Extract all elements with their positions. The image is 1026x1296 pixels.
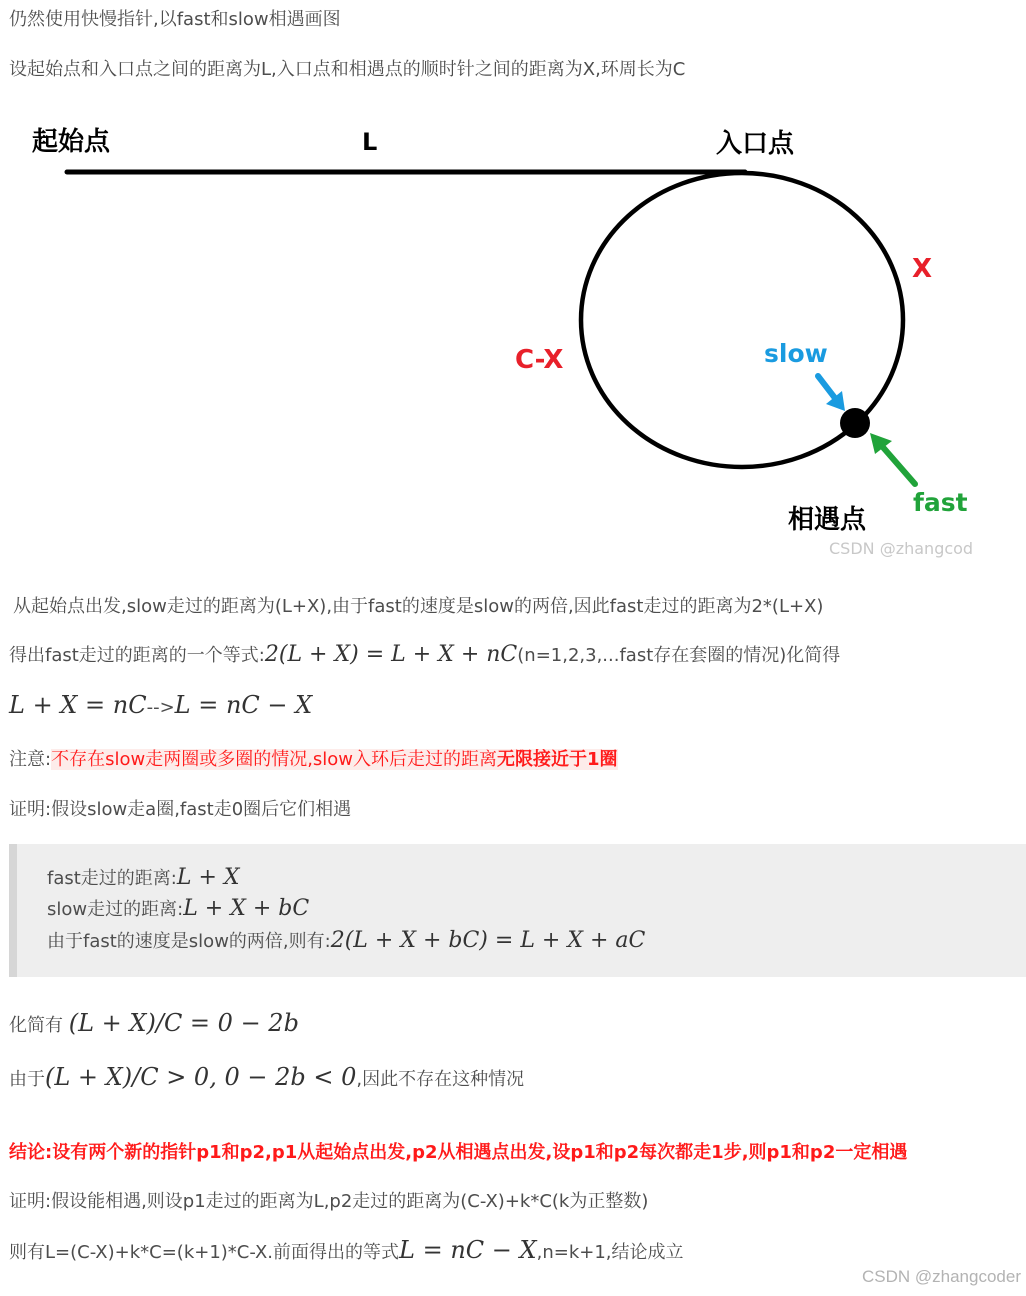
arrow-text: --> [146, 697, 175, 718]
equation-2lx: 2(L + X) = L + X + nC [264, 642, 518, 667]
figure-watermark: CSDN @zhangcod [829, 539, 974, 558]
proof2-line-2 [9, 1237, 684, 1266]
analysis-line-2-tail: (n=1,2,3,...fast存在套圈的情况)化简得 [517, 645, 841, 666]
quote-rel-text: 由于fast的速度是slow的两倍,则有: [47, 931, 331, 952]
because-math: (L + X)/C > 0, 0 − 2b < 0 [45, 1063, 357, 1091]
analysis-line-2 [9, 642, 840, 669]
because-tail: ,因此不存在这种情况 [356, 1069, 525, 1090]
intro-line-1: 仍然使用快慢指针,以fast和slow相遇画图 [9, 9, 341, 30]
note-bold-text: 无限接近于1圈 [497, 749, 618, 770]
because-text: 由于 [9, 1069, 45, 1090]
meet-label: 相遇点 [788, 505, 867, 535]
simplify-math: (L + X)/C = 0 − 2b [68, 1009, 299, 1037]
quote-fast-math: L + X [176, 865, 240, 890]
proof2-line-2-text: 则有L=(C-X)+k*C=(k+1)*C-X.前面得出的等式 [9, 1242, 400, 1263]
quote-slow-math: L + X + bC [183, 896, 310, 921]
proof1-line: 证明:假设slow走a圈,fast走0圈后它们相遇 [9, 799, 352, 820]
quote-fast-line [47, 865, 240, 892]
analysis-line-3 [9, 692, 312, 721]
quote-slow-text: slow走过的距离: [47, 899, 184, 920]
start-label: 起始点 [32, 127, 111, 157]
fast-arrow [881, 445, 915, 484]
because-line [9, 1064, 524, 1093]
simplify-line [9, 1010, 299, 1039]
proof2-line-1: 证明:假设能相遇,则设p1走过的距离为L,p2走过的距离为(C-X)+k*C(k为正整数) [9, 1191, 649, 1212]
intro-line-2: 设起始点和入口点之间的距离为L,入口点和相遇点的顺时针之间的距离为X,环周长为C [9, 59, 686, 80]
note-prefix: 注意: [9, 749, 52, 770]
analysis-line-1: 从起始点出发,slow走过的距离为(L+X),由于fast的速度是slow的两倍,因此fast走过的距离为2*(L+X) [13, 596, 824, 617]
meeting-point-dot [840, 408, 870, 438]
proof2-line-2-tail: ,n=k+1,结论成立 [536, 1242, 684, 1263]
proof1-quote-block [9, 844, 1026, 977]
quote-fast-text: fast走过的距离: [47, 868, 177, 889]
x-label: X [912, 254, 933, 284]
note-red-text: 不存在slow走两圈或多圈的情况,slow入环后走过的距离 [51, 749, 498, 770]
equation-l-nc-x: L = nC − X [174, 691, 313, 719]
fast-label: fast [913, 488, 968, 517]
quote-slow-line [47, 896, 309, 923]
page-watermark: CSDN @zhangcoder [862, 1267, 1021, 1286]
equation-lx-nc: L + X = nC [9, 691, 147, 719]
simplify-text: 化简有 [9, 1015, 69, 1036]
conclusion-line: 结论:设有两个新的指针p1和p2,p1从起始点出发,p2从相遇点出发,设p1和p2每次都走1步,则p1和p2一定相遇 [9, 1142, 908, 1163]
proof2-math: L = nC − X [399, 1236, 537, 1264]
quote-rel-line [47, 928, 645, 955]
quote-rel-math: 2(L + X + bC) = L + X + aC [330, 928, 646, 953]
slow-label: slow [764, 339, 828, 368]
cx-label: C-X [515, 345, 564, 375]
note-line [9, 747, 618, 773]
fast-slow-pointer-diagram [0, 100, 1026, 570]
entry-label: 入口点 [716, 129, 795, 159]
l-label: L [362, 128, 378, 156]
analysis-line-2-text: 得出fast走过的距离的一个等式: [9, 645, 265, 666]
